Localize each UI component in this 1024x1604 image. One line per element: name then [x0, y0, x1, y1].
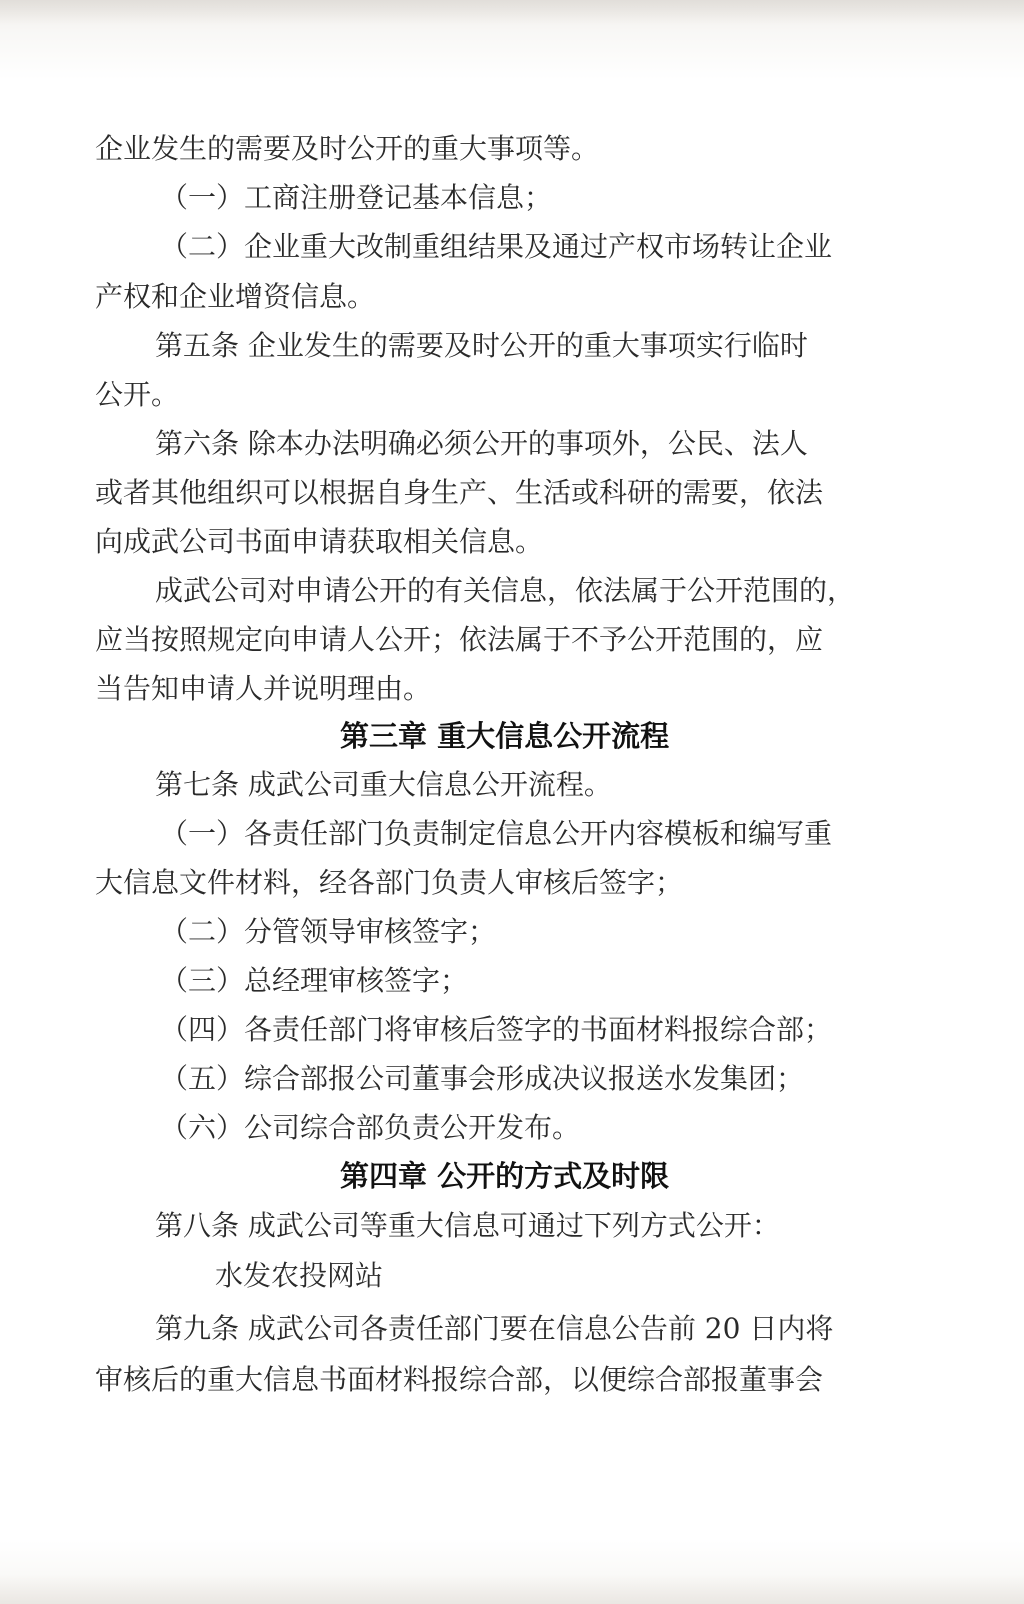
text-line-26: 审核后的重大信息书面材料报综合部，以便综合部报董事会	[95, 1363, 824, 1396]
text-line-8: 或者其他组织可以根据自身生产、生活或科研的需要，依法	[95, 476, 824, 509]
text-line-9: 向成武公司书面申请获取相关信息。	[95, 525, 544, 558]
text-line-15: （一）各责任部门负责制定信息公开内容模板和编写重	[160, 817, 833, 850]
scan-shadow-bottom	[0, 1574, 1024, 1604]
text-line-19: （四）各责任部门将审核后签字的书面材料报综合部；	[160, 1013, 833, 1046]
text-line-17: （二）分管领导审核签字；	[160, 915, 497, 948]
article-9: 第九条 成武公司各责任部门要在信息公告前 20 日内将	[155, 1312, 834, 1345]
text-line-4: 产权和企业增资信息。	[95, 280, 376, 313]
text-line-16: 大信息文件材料，经各部门负责人审核后签字；	[95, 866, 684, 899]
text-line-11: 应当按照规定向申请人公开；依法属于不予公开范围的，应	[95, 623, 824, 656]
article-7: 第七条 成武公司重大信息公开流程。	[155, 768, 612, 801]
text-line-18: （三）总经理审核签字；	[160, 964, 469, 997]
text-line-6: 公开。	[95, 378, 180, 411]
article-5: 第五条 企业发生的需要及时公开的重大事项实行临时	[155, 329, 808, 362]
scan-shadow-top	[0, 0, 1024, 24]
article-8: 第八条 成武公司等重大信息可通过下列方式公开：	[155, 1209, 780, 1242]
text-line-2: （一）工商注册登记基本信息；	[160, 181, 553, 214]
article-6: 第六条 除本办法明确必须公开的事项外，公民、法人	[155, 427, 808, 460]
text-line-3: （二）企业重大改制重组结果及通过产权市场转让企业	[160, 230, 833, 263]
chapter-3-heading: 第三章 重大信息公开流程	[340, 719, 670, 753]
text-line-12: 当告知申请人并说明理由。	[95, 672, 432, 705]
text-line-20: （五）综合部报公司董事会形成决议报送水发集团；	[160, 1062, 805, 1095]
text-line-21: （六）公司综合部负责公开发布。	[160, 1111, 581, 1144]
text-line-24: 水发农投网站	[215, 1259, 384, 1292]
text-line-10: 成武公司对申请公开的有关信息，依法属于公开范围的，	[155, 574, 856, 607]
text-line-1: 企业发生的需要及时公开的重大事项等。	[95, 132, 600, 165]
chapter-4-heading: 第四章 公开的方式及时限	[340, 1159, 670, 1193]
